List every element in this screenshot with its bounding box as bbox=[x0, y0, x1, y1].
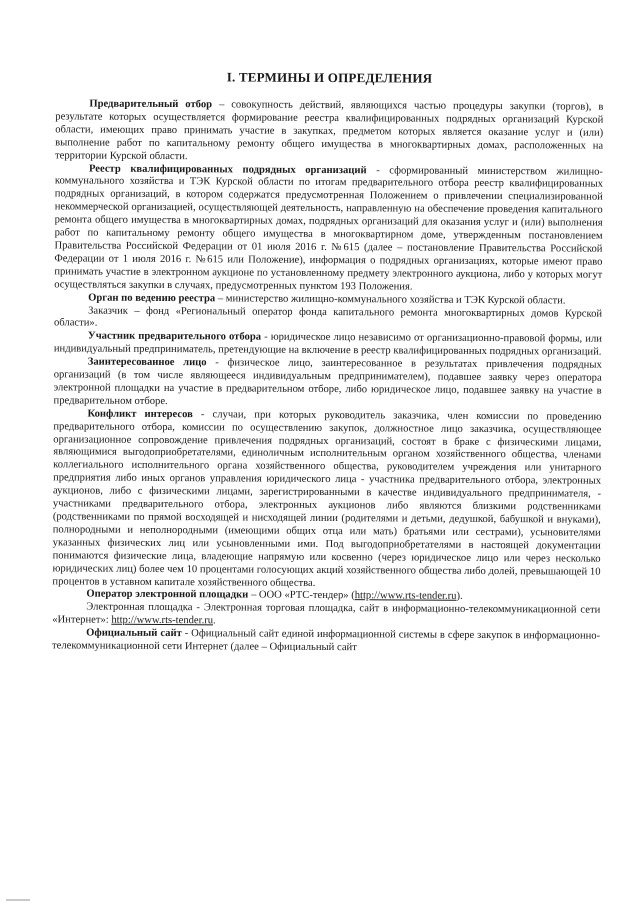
term-label: Участник предварительного отбора bbox=[88, 331, 261, 343]
definition-conflict-of-interest bbox=[52, 408, 601, 592]
rts-tender-link[interactable]: http://www.rts-tender.ru bbox=[111, 615, 213, 627]
definition-text-tail: . bbox=[213, 616, 216, 627]
rts-tender-link[interactable]: http://www.rts-tender.ru bbox=[355, 591, 457, 603]
definition-participant bbox=[54, 331, 602, 360]
definition-text: – совокупность действий, являющихся частью процедуры закупки (торгов), в результате которых осуществляется формирование реестра квалифицированных подрядных организаций Курской области, имеющих право принимать участие в закупках, предметом которых является оказание услуг и (или) выполнение работ по капитальному ремонту общего имущества в многоквартирных домах, расположенных на территории Курской области. bbox=[55, 99, 603, 161]
definition-text: Заказчик – фонд «Региональный оператор фонда капитального ремонта многоквартирных домов Курской области». bbox=[54, 305, 602, 329]
definition-electronic-platform bbox=[52, 602, 600, 631]
term-label: Оператор электронной площадки bbox=[86, 589, 248, 601]
definition-preliminary-selection bbox=[55, 98, 603, 166]
definition-registry bbox=[54, 163, 603, 295]
term-label: Предварительный отбор bbox=[89, 99, 212, 111]
term-label: Заинтересованное лицо bbox=[88, 357, 207, 369]
definition-interested-person bbox=[54, 356, 602, 411]
definition-customer bbox=[54, 305, 602, 334]
definition-official-site bbox=[52, 627, 600, 656]
definition-text: - Официальный сайт единой информационной системы в сфере закупок в информационно-телекоммуникационной сети Интернет (далее – Официальный сайт bbox=[52, 628, 600, 653]
definition-text-tail: ). bbox=[456, 591, 462, 602]
definition-text: - сформированный министерством жилищно-коммунального хозяйства и ТЭК Курской области по итогам предварительного отбора реестр квалифицированных подрядных организаций, в котором содержатся предусмотренная Положением о привлечении специализированной некоммерческой организацией, осуществляющей деятельность, направленную на обеспечение проведения капитального ремонта общего имущества в многоквартирных домах, подрядных организаций для оказания услуг и (или) выполнения работ по капитальному ремонту общего имущества в многоквартирном доме, утвержденным постановлением Правительства Российской Федерации от 01 июля 2016 г. №615 (далее – постановление Правительства Российской Федерации от 1 июля 2016 г. №615 или Положение), информация о подрядных организациях, которые имеют право принимать участие в электронном аукционе по установленному предмету электронного аукциона, либо у которых могут осуществляться закупки в случаях, предусмотренных пунктом 193 Положения. bbox=[54, 165, 603, 292]
definition-text: Электронная площадка - Электронная торговая площадка, сайт в информационно-телекоммуникационной сети «Интернет»: bbox=[52, 602, 600, 626]
definition-text: – ООО «РТС-тендер» ( bbox=[248, 590, 355, 602]
scan-artifact bbox=[6, 899, 30, 901]
term-label: Конфликт интересов bbox=[87, 408, 192, 420]
definition-text: - случаи, при которых руководитель заказчика, член комиссии по проведению предварительного отбора, комиссии по осуществлению закупок, должностное лицо заказчика, осуществляющее организационное сопровождение привлечения подрядных организаций, состоят в браке с физическими лицами, являющимися выгодоприобретателями, единоличным исполнительным органом хозяйственного общества, членами коллегиального исполнительного органа хозяйственного общества, руководителем учреждения или унитарного предприятия либо иных органов управления юридического лица - участника предварительного отбора, электронных аукционов, либо с физическими лицами, зарегистрированными в качестве индивидуального предпринимателя, - участниками предварительного отбора, электронных аукционов либо являются близкими родственниками (родственниками по прямой восходящей и нисходящей линии (родителями и детьми, дедушкой, бабушкой и внуками), полнородными и неполнородными (имеющими общих отца или мать) братьями или сестрами), усыновителями указанных физических лиц или усыновленными ими. Под выгодоприобретателями в настоящей документации понимаются физические лица, владеющие напрямую или косвенно (через юридическое лицо или через несколько юридических лиц) более чем 10 процентами голосующих акций хозяйственного общества либо долей, превышающей 10 процентов в уставном капитале хозяйственного общества. bbox=[52, 409, 601, 589]
section-heading: I. ТЕРМИНЫ И ОПРЕДЕЛЕНИЯ bbox=[55, 68, 603, 87]
term-label: Официальный сайт bbox=[86, 628, 182, 640]
term-label: Орган по ведению реестра bbox=[88, 292, 215, 304]
definition-text: - юридическое лицо независимо от организационно-правовой формы, или индивидуальный предприниматель, претендующие на включение в реестр квалифицированных подрядных организаций. bbox=[54, 332, 602, 358]
term-label: Реестр квалифицированных подрядных организаций bbox=[89, 163, 367, 176]
definition-text: - физическое лицо, заинтересованное в результатах привлечения подрядных организаций (в том числе являющееся индивидуальным предпринимателем), подавшее заявку через оператора электронной площадки на участие в предварительном отборе, либо юридическое лицо, подавшее заявку на участие в предварительном отборе. bbox=[54, 357, 602, 406]
definition-text: – министерство жилищно-коммунального хозяйства и ТЭК Курской области. bbox=[215, 293, 565, 306]
